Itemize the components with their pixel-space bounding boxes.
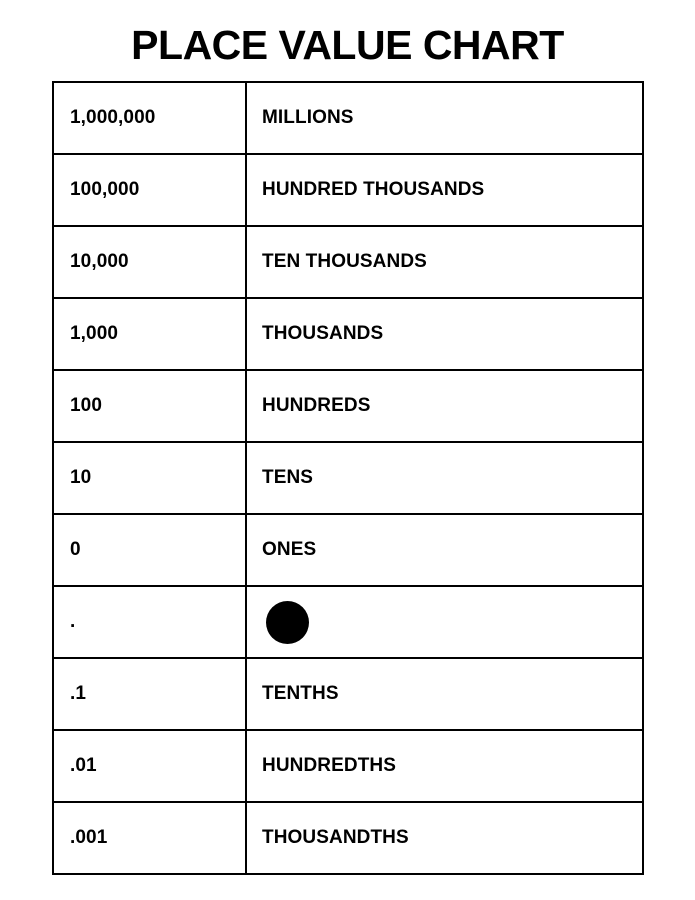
- cell-place-name: TENS: [246, 442, 643, 514]
- cell-place-name: HUNDRED THOUSANDS: [246, 154, 643, 226]
- cell-value: 100: [53, 370, 246, 442]
- decimal-point-circle-icon: [266, 601, 309, 644]
- cell-place-name: HUNDREDS: [246, 370, 643, 442]
- cell-value: 10,000: [53, 226, 246, 298]
- cell-value: 0: [53, 514, 246, 586]
- cell-value: .001: [53, 802, 246, 874]
- cell-value: 1,000,000: [53, 82, 246, 154]
- cell-value-decimal-point: [53, 586, 246, 658]
- cell-place-name: THOUSANDTHS: [246, 802, 643, 874]
- table-row: [53, 514, 643, 586]
- table-row: [53, 370, 643, 442]
- table-row: [53, 154, 643, 226]
- table-row: [53, 802, 643, 874]
- cell-place-name: HUNDREDTHS: [246, 730, 643, 802]
- cell-value: 100,000: [53, 154, 246, 226]
- table-row: [53, 226, 643, 298]
- cell-value: .01: [53, 730, 246, 802]
- cell-value: 10: [53, 442, 246, 514]
- table-row: [53, 442, 643, 514]
- cell-value: .1: [53, 658, 246, 730]
- place-value-table: [52, 81, 644, 875]
- cell-place-name: MILLIONS: [246, 82, 643, 154]
- cell-place-name: TENTHS: [246, 658, 643, 730]
- page-title: PLACE VALUE CHART: [131, 22, 564, 68]
- table-row: [53, 82, 643, 154]
- table-row: [53, 298, 643, 370]
- period-mark: .: [70, 611, 76, 632]
- cell-place-name: TEN THOUSANDS: [246, 226, 643, 298]
- table-row: [53, 730, 643, 802]
- cell-place-name: ONES: [246, 514, 643, 586]
- table-body: [53, 82, 643, 874]
- table-row-decimal-point: [53, 586, 643, 658]
- cell-place-name: THOUSANDS: [246, 298, 643, 370]
- table-row: [53, 658, 643, 730]
- cell-decimal-point-symbol: [246, 586, 643, 658]
- cell-value: 1,000: [53, 298, 246, 370]
